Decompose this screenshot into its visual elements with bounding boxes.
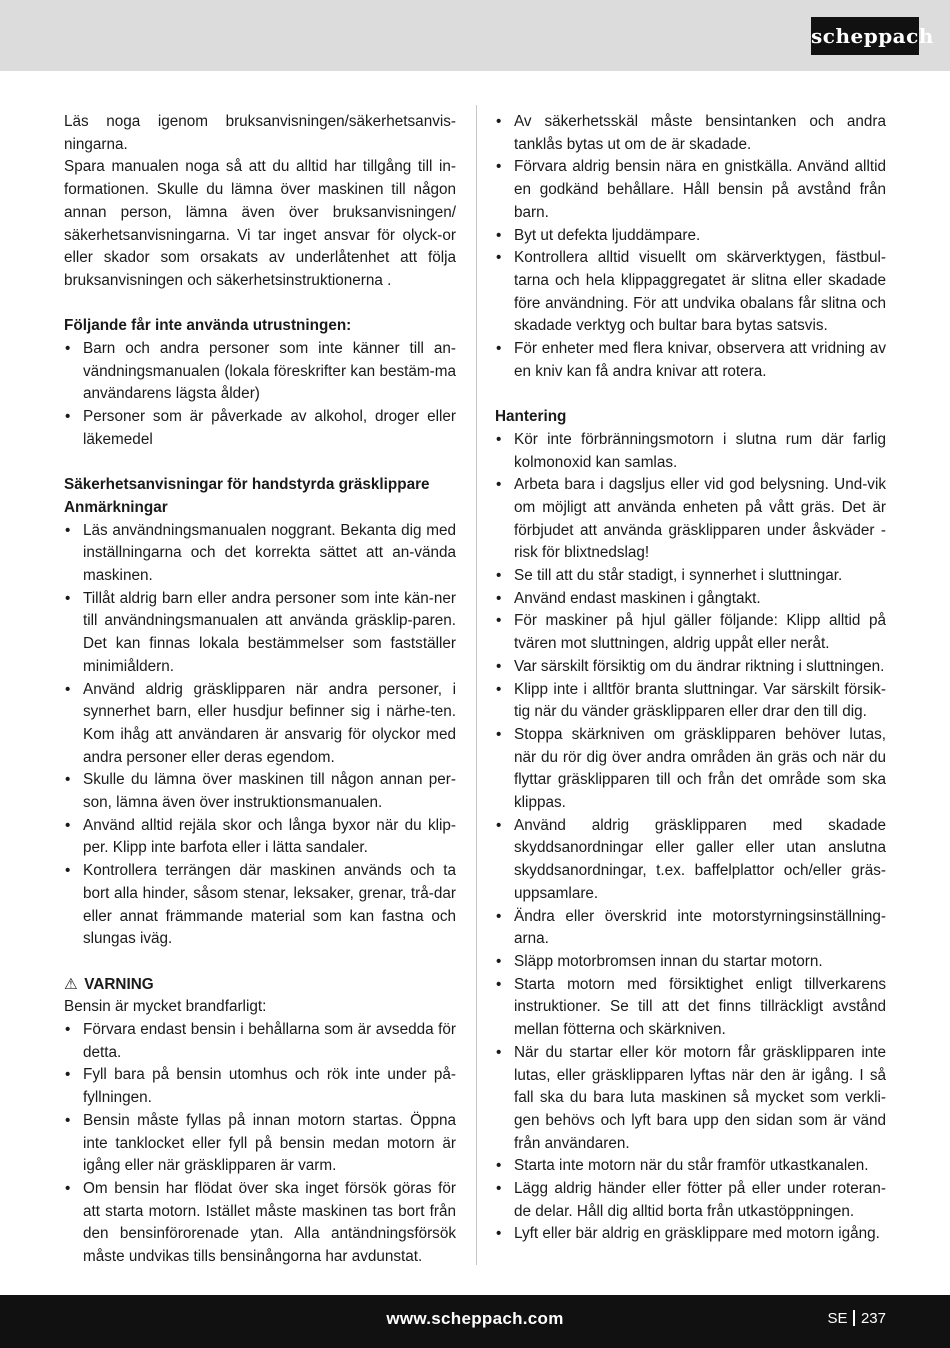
list-item: • Lägg aldrig händer eller fötter på eller under roteran-de delar. Håll dig alltid borta från utkastöppningen. — [495, 1178, 886, 1223]
list-item: • Stoppa skärkniven om gräsklipparen behöver lutas, när du rör dig över andra områden än gräs och när du flyttar gräsklipparen till och från det område som ska klippas. — [495, 724, 886, 815]
column-divider — [476, 105, 477, 1265]
list-item: • Starta inte motorn när du står framför utkastkanalen. — [495, 1155, 886, 1178]
list-item: • Lyft eller bär aldrig en gräsklippare med motorn igång. — [495, 1223, 886, 1246]
footer-bar — [0, 1295, 950, 1348]
list-item: • Använd alltid rejäla skor och långa byxor när du klip-per. Klipp inte barfota eller i lätta sandaler. — [64, 815, 456, 860]
list-item: • Förvara endast bensin i behållarna som är avsedda för detta. — [64, 1019, 456, 1064]
intro-paragraph-1: Läs noga igenom bruksanvisningen/säkerhetsanvis-ningarna. — [64, 113, 456, 153]
fuel-list — [495, 111, 886, 383]
remarks-heading: Anmärkningar — [64, 498, 168, 516]
page-number: 237 — [860, 1310, 886, 1327]
language-code: SE — [827, 1310, 848, 1327]
list-item: • Tillåt aldrig barn eller andra personer som inte kän-ner till användningsmanualen att använda gräsklip-paren. Det kan finnas lokala bestämmelser som fastställer minimiåldern. — [64, 588, 456, 679]
warning-list — [64, 1019, 456, 1269]
list-item: • Arbeta bara i dagsljus eller vid god belysning. Und-vik om möjligt att använda enheten på vått gräs. Det är förbjudet att använda gräsklipparen under åskväder - risk för blixtnedslag! — [495, 474, 886, 565]
list-item: • Starta motorn med försiktighet enligt tillverkarens instruktioner. Se till att det finns tillräckligt avstånd mellan fötterna och skärkniven. — [495, 974, 886, 1042]
warning-intro: Bensin är mycket brandfarligt: — [64, 998, 267, 1016]
list-item: • Förvara aldrig bensin nära en gnistkälla. Använd alltid en godkänd behållare. Håll bensin på avstånd från barn. — [495, 156, 886, 224]
list-item: • Ändra eller överskrid inte motorstyrningsinställning-arna. — [495, 906, 886, 951]
warning-triangle-icon: ⚠ — [64, 975, 78, 993]
list-item: • Släpp motorbromsen innan du startar motorn. — [495, 951, 886, 974]
list-item: • Barn och andra personer som inte känner till an-vändningsmanualen (lokala föreskrifter kan bestäm-ma användarens lägsta ålder) — [64, 338, 456, 406]
list-item: • Kör inte förbränningsmotorn i slutna rum där farlig kolmonoxid kan samlas. — [495, 429, 886, 474]
prohibited-heading: Följande får inte använda utrustningen: — [64, 317, 352, 335]
list-item: • Om bensin har flödat över ska inget försök göras för att starta motorn. Istället måste maskinen tas bort från den bensinförorenade ytan. Alla antändningsförsök måste undvikas tills bensinångorna har avdunstat. — [64, 1178, 456, 1269]
safety-heading: Säkerhetsanvisningar för handstyrda gräsklippare — [64, 476, 430, 494]
list-item: • För maskiner på hjul gäller följande: Klipp alltid på tvären mot sluttningen, aldrig uppåt eller neråt. — [495, 610, 886, 655]
list-item: • Kontrollera terrängen där maskinen används och ta bort alla hinder, såsom stenar, leksaker, grenar, trå-dar eller annat främmande material som kan fastna och slungas iväg. — [64, 860, 456, 951]
list-item: • För enheter med flera knivar, observera att vridning av en kniv kan få andra knivar att rotera. — [495, 338, 886, 383]
warning-heading-row — [64, 974, 456, 997]
list-item: • Använd aldrig gräsklipparen när andra personer, i synnerhet barn, eller husdjur befinner sig i närhe-ten. Kom ihåg att användaren är ansvarig för olyckor med andra personer eller deras egendom. — [64, 679, 456, 770]
list-item: • Använd aldrig gräsklipparen med skadade skyddsanordningar eller galler eller utan anslutna skyddsanordningar, t.ex. baffelplattor och/eller gräs-uppsamlare. — [495, 815, 886, 906]
safety-list — [64, 520, 456, 951]
header-band — [0, 0, 950, 71]
right-column — [495, 111, 886, 1246]
list-item: • Klipp inte i alltför branta sluttningar. Var särskilt försik-tig när du vänder gräsklipparen eller drar den till dig. — [495, 679, 886, 724]
list-item: • Personer som är påverkade av alkohol, droger eller läkemedel — [64, 406, 456, 451]
brand-logo: scheppach — [811, 17, 919, 55]
list-item: • Läs användningsmanualen noggrant. Bekanta dig med inställningarna och det korrekta sättet att an-vända maskinen. — [64, 520, 456, 588]
list-item: • Var särskilt försiktig om du ändrar riktning i sluttningen. — [495, 656, 886, 679]
list-item: • När du startar eller kör motorn får gräsklipparen inte lutas, eller gräsklipparen lyftas när den är igång. I så fall ska du bara luta maskinen så mycket som verkli-gen behövs och lyft bara upp den sidan som är vänd från användaren. — [495, 1042, 886, 1156]
list-item: • Av säkerhetsskäl måste bensintanken och andra tanklås bytas ut om de är skadade. — [495, 111, 886, 156]
intro-paragraph-2: Spara manualen noga så att du alltid har tillgång till in-formationen. Skulle du lämna över maskinen till någon annan person, lämna även över bruksanvisningen/ säkerhetsanvisningarna. Vi tar inget ansvar för olyck-or eller skador som orsakats av underlåtenhet att följa bruksanvisningen och säkerhetsinstruktionerna . — [64, 158, 456, 289]
prohibited-list — [64, 338, 456, 452]
website-url: www.scheppach.com — [386, 1309, 564, 1328]
list-item: • Använd endast maskinen i gångtakt. — [495, 588, 886, 611]
list-item: • Skulle du lämna över maskinen till någon annan per-son, lämna även över instruktionsmanualen. — [64, 769, 456, 814]
left-column — [64, 111, 456, 1269]
handling-list — [495, 429, 886, 1246]
page-indicator — [827, 1310, 886, 1327]
list-item: • Bensin måste fyllas på innan motorn startas. Öppna inte tanklocket eller fyll på bensin medan motorn är igång eller när gräsklipparen är varm. — [64, 1110, 456, 1178]
warning-heading: VARNING — [84, 975, 154, 993]
list-item: • Fyll bara på bensin utomhus och rök inte under på-fyllningen. — [64, 1064, 456, 1109]
list-item: • Se till att du står stadigt, i synnerhet i sluttningar. — [495, 565, 886, 588]
handling-heading: Hantering — [495, 408, 567, 426]
list-item: • Kontrollera alltid visuellt om skärverktygen, fästbul-tarna och hela klippaggregatet är slitna eller skadade före användning. För att undvika obalans får slitna och skadade verktyg och bultar bara bytas satsvis. — [495, 247, 886, 338]
page-separator — [853, 1310, 855, 1326]
list-item: • Byt ut defekta ljuddämpare. — [495, 225, 886, 248]
